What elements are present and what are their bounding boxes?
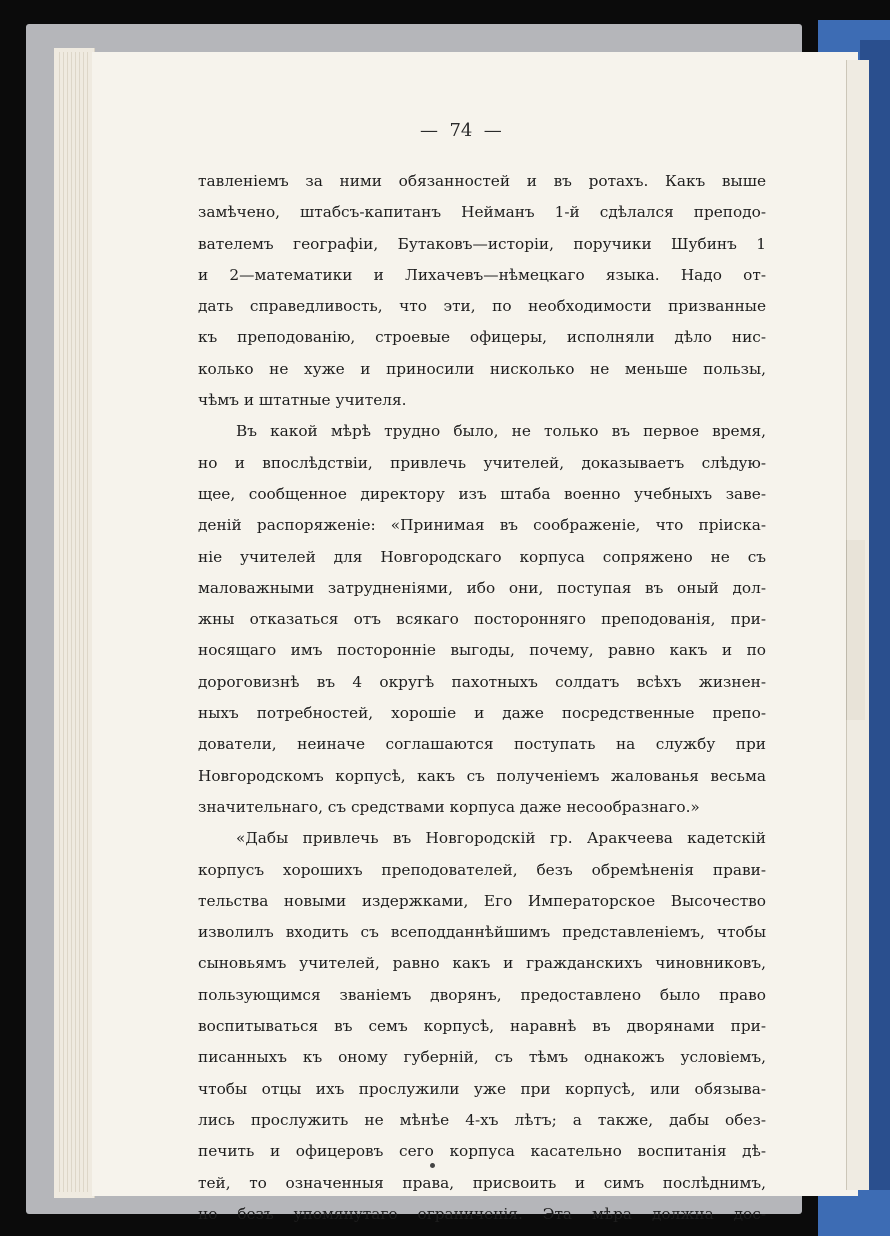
text-line: щее, сообщенное директору изъ штаба военно учебныхъ заве- xyxy=(198,484,766,503)
text-line: тельства новыми издержками, Его Императорское Высочество xyxy=(198,891,766,910)
text-line: и 2—математики и Лихачевъ—нѣмецкаго языка. Надо от- xyxy=(198,265,766,284)
text-line: вателемъ географіи, Бутаковъ—исторіи, поручики Шубинъ 1 xyxy=(198,234,766,253)
text-line: Въ какой мѣрѣ трудно было, не только въ первое время, xyxy=(236,422,766,441)
text-line: колько не хуже и приносили нисколько не меньше пользы, xyxy=(198,359,766,378)
text-line: печить и офицеровъ сего корпуса касательно воспитанія дѣ- xyxy=(198,1142,766,1161)
page-stack-lines xyxy=(56,52,90,1192)
text-line: чтобы отцы ихъ прослужили уже при корпусѣ, или обязыва- xyxy=(198,1079,766,1098)
text-line: Новгородскомъ корпусѣ, какъ съ полученіемъ жалованья весьма xyxy=(198,766,766,785)
page-tab xyxy=(846,540,865,720)
text-line: изволилъ входить съ всеподданнѣйшимъ представленіемъ, чтобы xyxy=(198,923,766,942)
ink-speck xyxy=(430,1163,435,1168)
page-number: — 74 — xyxy=(420,120,502,141)
text-line: замѣчено, штабсъ-капитанъ Нейманъ 1-й сдѣлался преподо- xyxy=(198,203,766,222)
text-line: ныхъ потребностей, хорошіе и даже посредственные препо- xyxy=(198,704,766,723)
text-line: маловажными затрудненіями, ибо они, поступая въ оный дол- xyxy=(198,578,766,597)
text-line: жны отказаться отъ всякаго посторонняго преподованія, при- xyxy=(198,610,766,629)
text-line: воспитываться въ семъ корпусѣ, наравнѣ въ дворянами при- xyxy=(198,1017,766,1036)
text-line: пользующимся званіемъ дворянъ, предоставлено было право xyxy=(198,985,766,1004)
text-line: дать справедливость, что эти, по необходимости призванные xyxy=(198,297,766,316)
text-line: «Дабы привлечь въ Новгородскій гр. Аракчеева кадетскій xyxy=(236,829,766,848)
text-line: ніе учителей для Новгородскаго корпуса сопряжено не съ xyxy=(198,547,766,566)
text-line: но безъ упомянутаго ограниченія. Эта мѣра должна дос- xyxy=(198,1204,766,1223)
text-line: корпусъ хорошихъ преподователей, безъ обремѣненія прави- xyxy=(198,860,766,879)
text-line: чѣмъ и штатные учителя. xyxy=(198,391,407,410)
text-line: но и впослѣдствіи, привлечь учителей, доказываетъ слѣдую- xyxy=(198,453,766,472)
text-line: дователи, неиначе соглашаются поступать на службу при xyxy=(198,735,766,754)
text-line: значительнаго, съ средствами корпуса даже несообразнаго.» xyxy=(198,797,700,816)
body-text xyxy=(198,166,766,1230)
text-line: тей, то означенныя права, присвоить и симъ послѣднимъ, xyxy=(198,1173,766,1192)
text-line: къ преподованію, строевые офицеры, исполняли дѣло нис- xyxy=(198,328,766,347)
text-line: носящаго имъ посторонніе выгоды, почему, равно какъ и по xyxy=(198,641,766,660)
text-line: сыновьямъ учителей, равно какъ и гражданскихъ чиновниковъ, xyxy=(198,954,766,973)
text-line: дороговизнѣ въ 4 округѣ пахотныхъ солдатъ всѣхъ жизнен- xyxy=(198,672,766,691)
text-line: лись прослужить не мѣнѣе 4-хъ лѣтъ; а также, дабы обез- xyxy=(198,1110,766,1129)
text-line: тавленіемъ за ними обязанностей и въ ротахъ. Какъ выше xyxy=(198,172,766,190)
text-line: деній распоряженіе: «Принимая въ соображеніе, что пріиска- xyxy=(198,516,766,535)
text-line: писанныхъ къ оному губерній, съ тѣмъ однакожъ условіемъ, xyxy=(198,1048,766,1067)
